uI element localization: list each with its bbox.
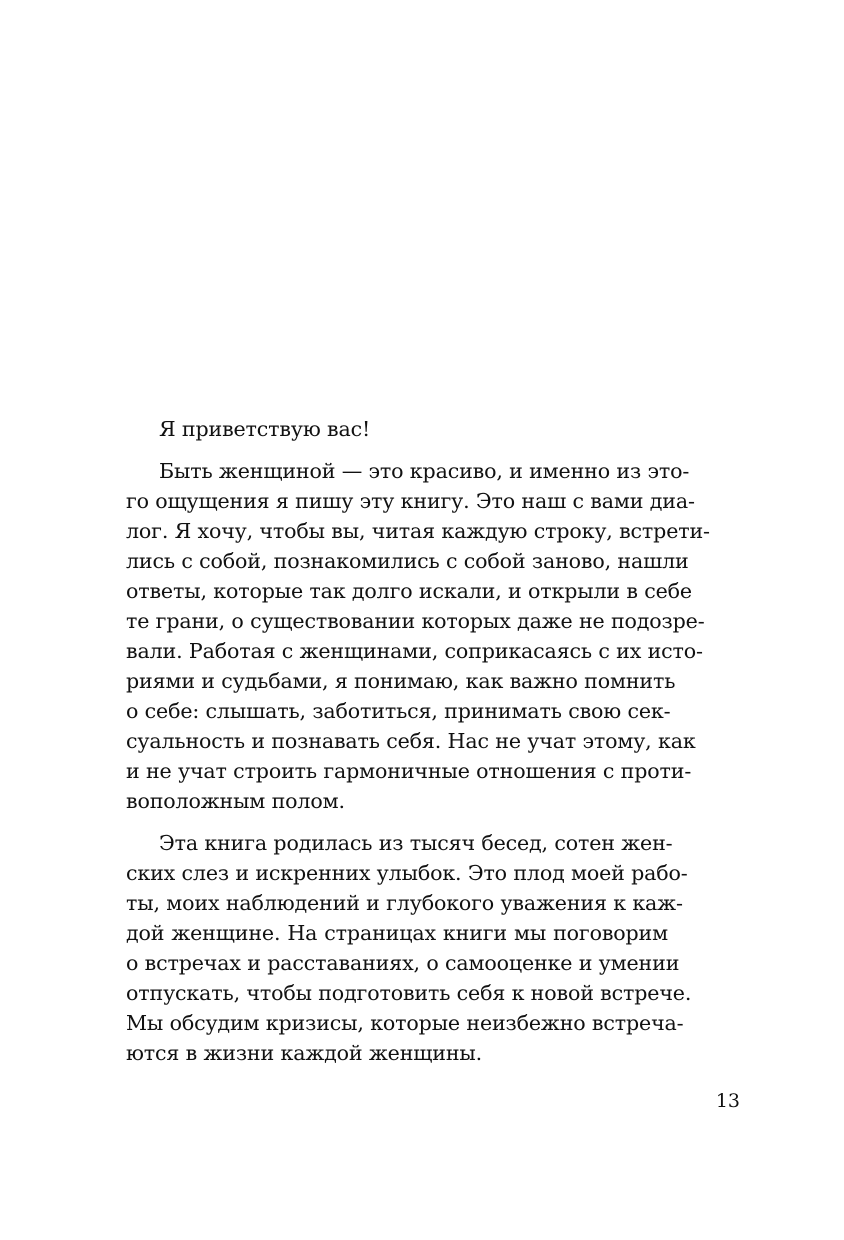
text-line: о встречах и расставаниях, о самооценке и умении (126, 951, 680, 975)
text-line: ются в жизни каждой женщины. (126, 1041, 483, 1065)
text-line: ских слез и искренних улыбок. Это плод моей рабо- (126, 861, 688, 885)
text-line: ты, моих наблюдений и глубокого уважения к каж- (126, 891, 683, 915)
text-line: Мы обсудим кризисы, которые неизбежно встреча- (126, 1011, 684, 1035)
text-line: воположным полом. (126, 789, 345, 813)
text-line: Быть женщиной — это красиво, и именно из это- (159, 459, 690, 483)
text-line: лог. Я хочу, чтобы вы, читая каждую строку, встрети- (126, 519, 710, 543)
text-line: о себе: слышать, заботиться, принимать свою сек- (126, 699, 671, 723)
text-line: вали. Работая с женщинами, соприкасаясь с их исто- (126, 639, 703, 663)
text-line: Эта книга родилась из тысяч бесед, сотен жен- (159, 831, 673, 855)
paragraph-gap (126, 816, 668, 828)
body-text (126, 414, 710, 1068)
paragraph-2 (126, 828, 692, 1068)
text-line: ответы, которые так долго искали, и открыли в себе (126, 579, 692, 603)
paragraph-gap (126, 444, 668, 456)
text-line: отпускать, чтобы подготовить себя к новой встрече. (126, 981, 692, 1005)
paragraph-1 (126, 456, 710, 816)
text-line: риями и судьбами, я понимаю, как важно помнить (126, 669, 676, 693)
text-line: и не учат строить гармоничные отношения с проти- (126, 759, 692, 783)
text-line: те грани, о существовании которых даже не подозре- (126, 609, 705, 633)
text-line: лись с собой, познакомились с собой заново, нашли (126, 549, 689, 573)
page-number: 13 (715, 1090, 740, 1112)
text-line: дой женщине. На страницах книги мы поговорим (126, 921, 668, 945)
greeting-line: Я приветствую вас! (159, 417, 371, 441)
text-line: суальность и познавать себя. Нас не учат этому, как (126, 729, 696, 753)
text-line: го ощущения я пишу эту книгу. Это наш с вами диа- (126, 489, 695, 513)
